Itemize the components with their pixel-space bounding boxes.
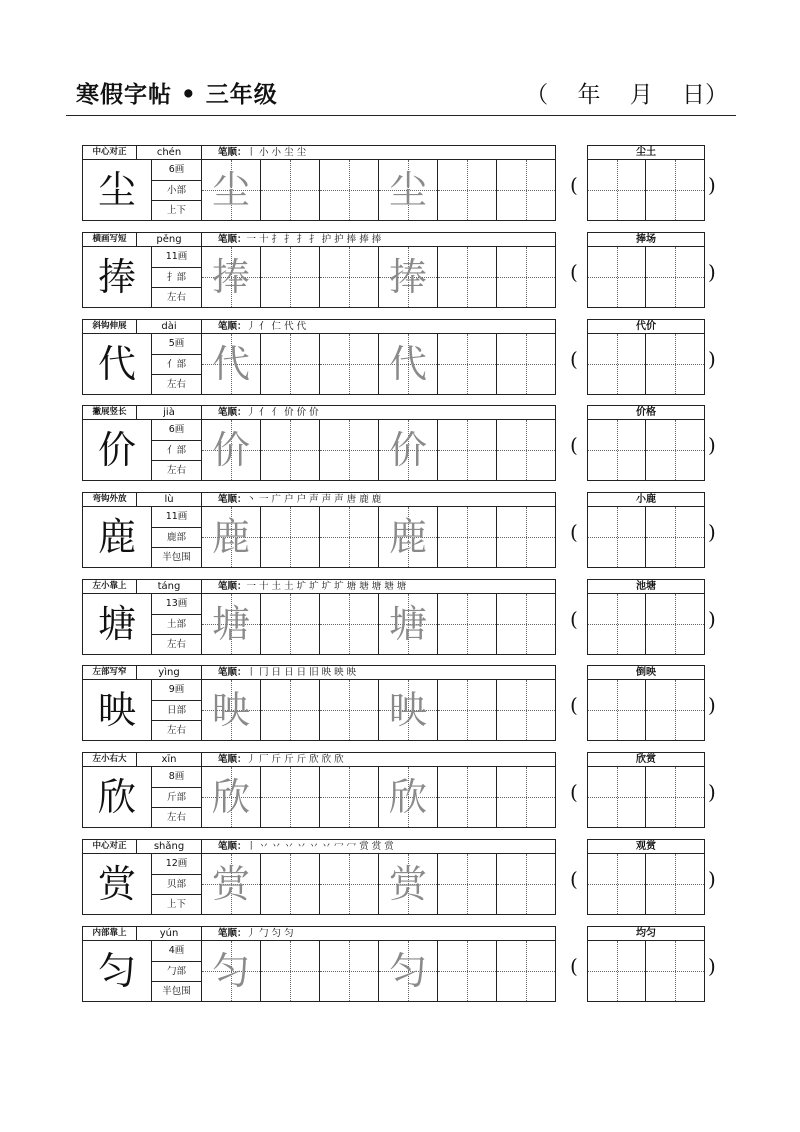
word-writing-cell[interactable]	[646, 247, 704, 307]
writing-cell[interactable]	[497, 420, 556, 480]
pinyin: lù	[137, 492, 202, 507]
word-writing-cell[interactable]	[646, 594, 704, 654]
stroke-count: 4画	[152, 941, 202, 962]
trace-character: 塘	[388, 602, 427, 646]
stroke-order-label: 笔顺：	[218, 407, 247, 418]
writing-cell[interactable]	[497, 247, 556, 307]
word-label: 欣赏	[587, 752, 705, 767]
structure: 左右	[152, 288, 202, 308]
word-label: 观赏	[587, 839, 705, 854]
stroke-order-label: 笔顺：	[218, 667, 247, 678]
trace-character: 鹿	[211, 515, 250, 559]
writing-cell[interactable]	[320, 767, 379, 827]
writing-tip: 斜钩伸展	[82, 319, 137, 334]
pinyin: jià	[137, 405, 202, 420]
structure: 上下	[152, 895, 202, 915]
structure: 半包围	[152, 548, 202, 568]
writing-cell[interactable]	[261, 160, 320, 220]
char-practice-block	[82, 319, 716, 395]
char-practice-block	[82, 839, 716, 915]
tracing-grid	[202, 247, 556, 308]
writing-tip: 弯钩外放	[82, 492, 137, 507]
word-writing-cell[interactable]	[588, 160, 646, 220]
writing-cell[interactable]	[320, 507, 379, 567]
writing-cell[interactable]	[438, 854, 497, 914]
writing-tip: 撇展竖长	[82, 405, 137, 420]
stroke-order-sequence: 丨 冂 日 日 日 旧 映 映 映	[246, 667, 357, 678]
char-practice-block	[82, 579, 716, 655]
model-character: 鹿	[82, 507, 152, 568]
radical: 日部	[152, 701, 202, 721]
model-character: 映	[82, 680, 152, 741]
model-character: 赏	[82, 854, 152, 915]
model-character: 价	[82, 420, 152, 481]
writing-tip: 左部写窄	[82, 665, 137, 680]
word-writing-cell[interactable]	[646, 680, 704, 740]
writing-cell[interactable]	[497, 334, 556, 394]
right-paren: )	[708, 780, 716, 804]
writing-cell[interactable]	[261, 247, 320, 307]
word-writing-cell[interactable]	[646, 767, 704, 827]
right-paren: )	[708, 867, 716, 891]
tracing-grid	[202, 767, 556, 828]
trace-character: 匀	[211, 949, 250, 993]
stroke-count: 13画	[152, 594, 202, 615]
writing-cell[interactable]	[438, 680, 497, 740]
stroke-order	[202, 926, 556, 941]
model-character: 塘	[82, 594, 152, 655]
trace-character: 鹿	[388, 515, 427, 559]
structure: 上下	[152, 201, 202, 221]
writing-cell[interactable]	[202, 680, 261, 740]
writing-cell[interactable]	[438, 767, 497, 827]
writing-cell[interactable]	[202, 160, 261, 220]
tracing-grid	[202, 160, 556, 221]
writing-cell[interactable]	[497, 854, 556, 914]
writing-cell[interactable]	[261, 941, 320, 1001]
writing-cell[interactable]	[497, 507, 556, 567]
stroke-order	[202, 232, 556, 247]
writing-cell[interactable]	[261, 680, 320, 740]
writing-cell[interactable]	[320, 594, 379, 654]
left-paren: (	[570, 693, 578, 717]
left-paren: (	[570, 954, 578, 978]
writing-cell[interactable]	[379, 854, 438, 914]
trace-character: 捧	[388, 255, 427, 299]
trace-character: 尘	[388, 168, 427, 212]
stroke-order-sequence: 丿 亻 亻 价 价 价	[246, 407, 319, 418]
word-writing-cell[interactable]	[588, 767, 646, 827]
writing-cell[interactable]	[320, 160, 379, 220]
tracing-grid	[202, 594, 556, 655]
char-practice-block	[82, 752, 716, 828]
writing-tip: 左小右大	[82, 752, 137, 767]
stroke-order-label: 笔顺：	[218, 754, 247, 765]
left-paren: (	[570, 520, 578, 544]
stroke-order-label: 笔顺：	[218, 234, 247, 245]
stroke-order-sequence: 丿 勹 匀 匀	[246, 928, 294, 939]
stroke-order-label: 笔顺：	[218, 494, 247, 505]
trace-character: 尘	[211, 168, 250, 212]
word-writing-cell[interactable]	[588, 680, 646, 740]
word-label: 捧场	[587, 232, 705, 247]
radical: 贝部	[152, 875, 202, 895]
stroke-order-sequence: 一 十 土 土 圹 圹 圹 圹 塘 塘 塘 塘 塘	[246, 581, 407, 592]
writing-cell[interactable]	[261, 854, 320, 914]
writing-cell[interactable]	[202, 247, 261, 307]
char-practice-block	[82, 232, 716, 308]
writing-cell[interactable]	[320, 334, 379, 394]
writing-cell[interactable]	[438, 160, 497, 220]
writing-cell[interactable]	[379, 160, 438, 220]
writing-cell[interactable]	[320, 680, 379, 740]
writing-tip: 左小靠上	[82, 579, 137, 594]
stroke-order-sequence: 丨 小 小 尘 尘	[246, 147, 307, 158]
right-paren: )	[708, 954, 716, 978]
word-label: 倒映	[587, 665, 705, 680]
char-practice-block	[82, 492, 716, 568]
radical: 勹部	[152, 962, 202, 982]
right-paren: )	[708, 347, 716, 371]
writing-cell[interactable]	[438, 334, 497, 394]
trace-character: 赏	[388, 862, 427, 906]
stroke-order-label: 笔顺：	[218, 147, 247, 158]
left-paren: (	[570, 260, 578, 284]
writing-cell[interactable]	[497, 160, 556, 220]
stroke-order	[202, 319, 556, 334]
stroke-order-sequence: 丿 厂 斤 斤 斤 欣 欣 欣	[246, 754, 344, 765]
model-character: 尘	[82, 160, 152, 221]
writing-tip: 内部靠上	[82, 926, 137, 941]
stroke-order-sequence: 丿 亻 仁 代 代	[246, 321, 307, 332]
writing-cell[interactable]	[438, 941, 497, 1001]
trace-character: 映	[388, 688, 427, 732]
writing-cell[interactable]	[320, 420, 379, 480]
radical: 斤部	[152, 788, 202, 808]
word-writing-cell[interactable]	[588, 594, 646, 654]
stroke-count: 6画	[152, 160, 202, 181]
pinyin: dài	[137, 319, 202, 334]
word-label: 均匀	[587, 926, 705, 941]
writing-cell[interactable]	[497, 941, 556, 1001]
writing-tip: 中心对正	[82, 145, 137, 160]
structure: 左右	[152, 461, 202, 481]
radical: 亻部	[152, 355, 202, 375]
word-writing-cell[interactable]	[646, 854, 704, 914]
tracing-grid	[202, 941, 556, 1002]
trace-character: 价	[388, 428, 427, 472]
writing-cell[interactable]	[202, 941, 261, 1001]
word-label: 小鹿	[587, 492, 705, 507]
writing-cell[interactable]	[379, 767, 438, 827]
right-paren: )	[708, 433, 716, 457]
left-paren: (	[570, 780, 578, 804]
pinyin: yún	[137, 926, 202, 941]
word-writing-grid	[587, 334, 705, 395]
stroke-count: 12画	[152, 854, 202, 875]
trace-character: 代	[211, 342, 250, 386]
word-writing-grid	[587, 767, 705, 828]
pinyin: yìng	[137, 665, 202, 680]
model-character: 代	[82, 334, 152, 395]
writing-cell[interactable]	[320, 247, 379, 307]
left-paren: (	[570, 607, 578, 631]
structure: 左右	[152, 635, 202, 655]
writing-cell[interactable]	[379, 594, 438, 654]
writing-cell[interactable]	[202, 334, 261, 394]
stroke-order-label: 笔顺：	[218, 581, 247, 592]
header-rule	[66, 115, 736, 116]
left-paren: (	[570, 867, 578, 891]
writing-cell[interactable]	[202, 507, 261, 567]
stroke-order	[202, 839, 556, 854]
stroke-count: 5画	[152, 334, 202, 355]
trace-character: 赏	[211, 862, 250, 906]
word-writing-cell[interactable]	[588, 420, 646, 480]
word-writing-grid	[587, 247, 705, 308]
stroke-order	[202, 752, 556, 767]
page-title: 寒假字帖 • 三年级	[76, 81, 278, 108]
writing-cell[interactable]	[261, 420, 320, 480]
radical: 小部	[152, 181, 202, 201]
tracing-grid	[202, 680, 556, 741]
word-label: 池塘	[587, 579, 705, 594]
model-character: 匀	[82, 941, 152, 1002]
left-paren: (	[570, 433, 578, 457]
stroke-order-sequence: 一 十 扌 扌 扌 扌 护 护 捧 捧 捧	[246, 234, 382, 245]
word-label: 价格	[587, 405, 705, 420]
pinyin: pěng	[137, 232, 202, 247]
right-paren: )	[708, 520, 716, 544]
tracing-grid	[202, 420, 556, 481]
radical: 扌部	[152, 268, 202, 288]
right-paren: )	[708, 173, 716, 197]
left-paren: (	[570, 347, 578, 371]
radical: 亻部	[152, 441, 202, 461]
structure: 左右	[152, 721, 202, 741]
trace-character: 价	[211, 428, 250, 472]
trace-character: 欣	[388, 775, 427, 819]
structure: 半包围	[152, 982, 202, 1002]
model-character: 欣	[82, 767, 152, 828]
trace-character: 塘	[211, 602, 250, 646]
word-writing-cell[interactable]	[588, 334, 646, 394]
writing-cell[interactable]	[202, 420, 261, 480]
word-label: 代价	[587, 319, 705, 334]
stroke-order	[202, 145, 556, 160]
word-label: 尘土	[587, 145, 705, 160]
pinyin: táng	[137, 579, 202, 594]
structure: 左右	[152, 375, 202, 395]
stroke-order-label: 笔顺：	[218, 841, 247, 852]
radical: 土部	[152, 615, 202, 635]
writing-cell[interactable]	[497, 594, 556, 654]
stroke-order	[202, 665, 556, 680]
word-writing-cell[interactable]	[588, 507, 646, 567]
writing-tip: 中心对正	[82, 839, 137, 854]
trace-character: 捧	[211, 255, 250, 299]
writing-cell[interactable]	[379, 941, 438, 1001]
word-writing-grid	[587, 507, 705, 568]
writing-cell[interactable]	[320, 854, 379, 914]
stroke-count: 9画	[152, 680, 202, 701]
writing-cell[interactable]	[497, 767, 556, 827]
writing-cell[interactable]	[261, 507, 320, 567]
writing-cell[interactable]	[438, 247, 497, 307]
word-writing-cell[interactable]	[646, 507, 704, 567]
tracing-grid	[202, 334, 556, 395]
writing-cell[interactable]	[202, 594, 261, 654]
word-writing-cell[interactable]	[646, 420, 704, 480]
stroke-order-sequence: 丶 一 广 户 户 声 声 声 唐 鹿 鹿	[246, 494, 382, 505]
stroke-order-sequence: 丨 丷 丷 丷 丷 丷 丷 冖 冖 赏 赏 赏	[246, 841, 394, 852]
char-practice-block	[82, 926, 716, 1002]
word-writing-grid	[587, 941, 705, 1002]
pinyin: xīn	[137, 752, 202, 767]
right-paren: )	[708, 693, 716, 717]
writing-cell[interactable]	[202, 854, 261, 914]
word-writing-cell[interactable]	[646, 334, 704, 394]
word-writing-grid	[587, 680, 705, 741]
right-paren: )	[708, 260, 716, 284]
stroke-count: 6画	[152, 420, 202, 441]
char-practice-block	[82, 665, 716, 741]
writing-cell[interactable]	[379, 334, 438, 394]
word-writing-grid	[587, 594, 705, 655]
structure: 左右	[152, 808, 202, 828]
stroke-order-label: 笔顺：	[218, 928, 247, 939]
tracing-grid	[202, 507, 556, 568]
word-writing-cell[interactable]	[588, 941, 646, 1001]
model-character: 捧	[82, 247, 152, 308]
trace-character: 映	[211, 688, 250, 732]
pinyin: chén	[137, 145, 202, 160]
stroke-order	[202, 405, 556, 420]
word-writing-cell[interactable]	[588, 247, 646, 307]
stroke-order	[202, 492, 556, 507]
page-header	[66, 70, 736, 116]
tracing-grid	[202, 854, 556, 915]
trace-character: 匀	[388, 949, 427, 993]
word-writing-grid	[587, 854, 705, 915]
radical: 鹿部	[152, 528, 202, 548]
stroke-count: 11画	[152, 247, 202, 268]
writing-cell[interactable]	[261, 594, 320, 654]
stroke-count: 8画	[152, 767, 202, 788]
writing-cell[interactable]	[497, 680, 556, 740]
pinyin: shǎng	[137, 839, 202, 854]
writing-cell[interactable]	[320, 941, 379, 1001]
writing-cell[interactable]	[379, 680, 438, 740]
writing-cell[interactable]	[379, 247, 438, 307]
stroke-count: 11画	[152, 507, 202, 528]
word-writing-grid	[587, 160, 705, 221]
word-writing-cell[interactable]	[588, 854, 646, 914]
stroke-order	[202, 579, 556, 594]
writing-cell[interactable]	[438, 594, 497, 654]
stroke-order-label: 笔顺：	[218, 321, 247, 332]
word-writing-cell[interactable]	[646, 941, 704, 1001]
trace-character: 代	[388, 342, 427, 386]
writing-cell[interactable]	[438, 507, 497, 567]
writing-cell[interactable]	[379, 420, 438, 480]
char-practice-block	[82, 145, 716, 221]
date-fill-in: （ 年 月 日）	[525, 82, 728, 108]
word-writing-cell[interactable]	[646, 160, 704, 220]
trace-character: 欣	[211, 775, 250, 819]
writing-cell[interactable]	[261, 767, 320, 827]
writing-cell[interactable]	[202, 767, 261, 827]
right-paren: )	[708, 607, 716, 631]
word-writing-grid	[587, 420, 705, 481]
writing-cell[interactable]	[438, 420, 497, 480]
writing-cell[interactable]	[261, 334, 320, 394]
writing-cell[interactable]	[379, 507, 438, 567]
left-paren: (	[570, 173, 578, 197]
char-practice-block	[82, 405, 716, 481]
writing-tip: 横画写短	[82, 232, 137, 247]
